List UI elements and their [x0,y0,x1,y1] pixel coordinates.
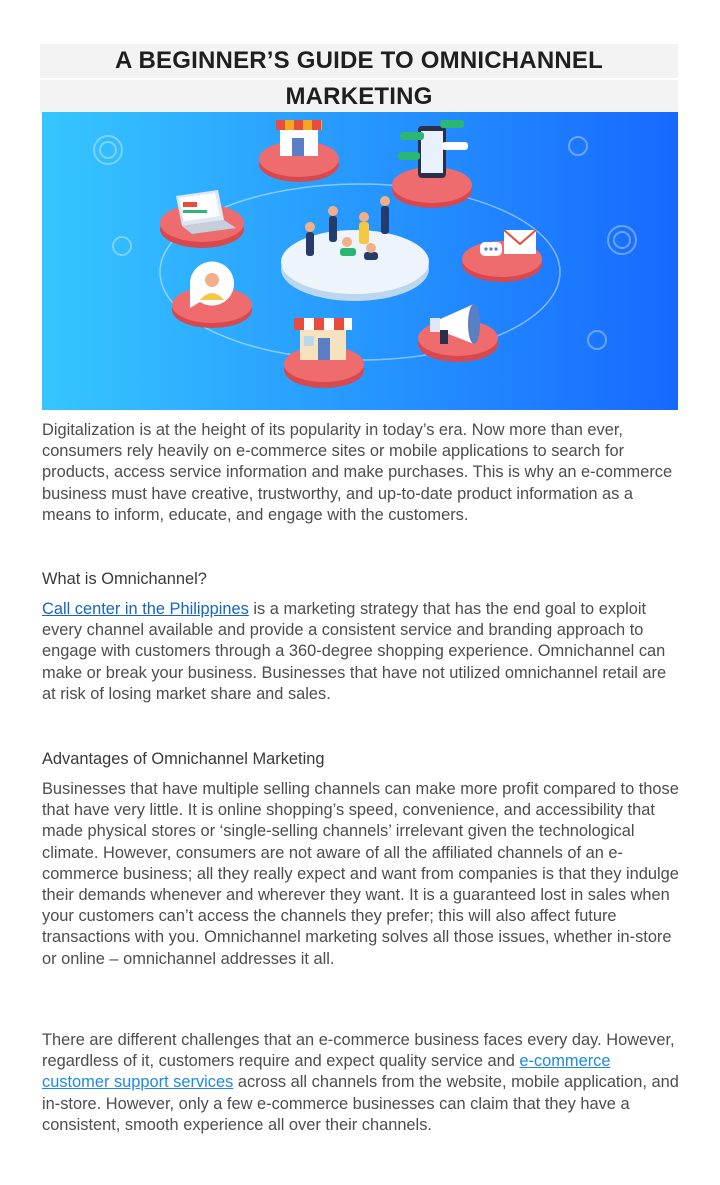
omnichannel-illustration [42,112,678,410]
hero-illustration [42,112,678,410]
call-center-link[interactable]: Call center in the Philippines [42,600,249,618]
storefront-icon [276,120,322,156]
shop-icon [294,318,352,360]
intro-paragraph: Digitalization is at the height of its popularity in today’s era. Now more than ever, consumers rely heavily on e-commerce sites or mobile applications to search for products, access service information and make purchases. This is why an e-commerce business must have creative, trustworthy, and up-to-date product information as a means to inform, educate, and engage with the customers. [42,421,673,524]
section1-paragraph [42,599,682,705]
section3-body-after: across all channels from the website, mobile application, and in-store. However, only a few e-commerce businesses can claim that they have a consistent, smooth experience all over their channels. [42,1073,679,1134]
section3-paragraph [42,1030,682,1136]
section3-body-before: There are different challenges that an e-commerce business faces every day. However, regardless of it, customers require and expect quality service and [42,1031,675,1071]
section-heading-what-is-omnichannel: What is Omnichannel? [42,570,207,588]
section2-paragraph: Businesses that have multiple selling channels can make more profit compared to those that have very little. It is online shopping’s speed, convenience, and accessibility that made physical stores or ‘single-selling channels’ irrelevant given the technological climate. However, consumers are not aware of all the affiliated channels of an e-commerce business; all they really expect and want from companies is that they indulge their demands whenever and wherever they want. It is a guaranteed lost in sales when your customers can’t access the channels they prefer; this will also affect future transactions with you. Omnichannel marketing solves all those issues, whether in-store or online – omnichannel addresses it all. [42,780,679,968]
section-heading-advantages: Advantages of Omnichannel Marketing [42,750,325,768]
page-title-line-1: A BEGINNER’S GUIDE TO OMNICHANNEL [115,47,603,74]
ecommerce-support-link[interactable]: e-commerce customer support services [42,1052,611,1092]
center-platform [281,230,429,301]
page-title-line-2: MARKETING [285,83,433,110]
section1-body: is a marketing strategy that has the end goal to exploit every channel available and provide a consistent service and branding approach to engage with customers through a 360-degree shopping experience. Omnichannel can make or break your business. Businesses that have not utilized omnichannel retail are at risk of losing market share and sales. [42,600,667,703]
